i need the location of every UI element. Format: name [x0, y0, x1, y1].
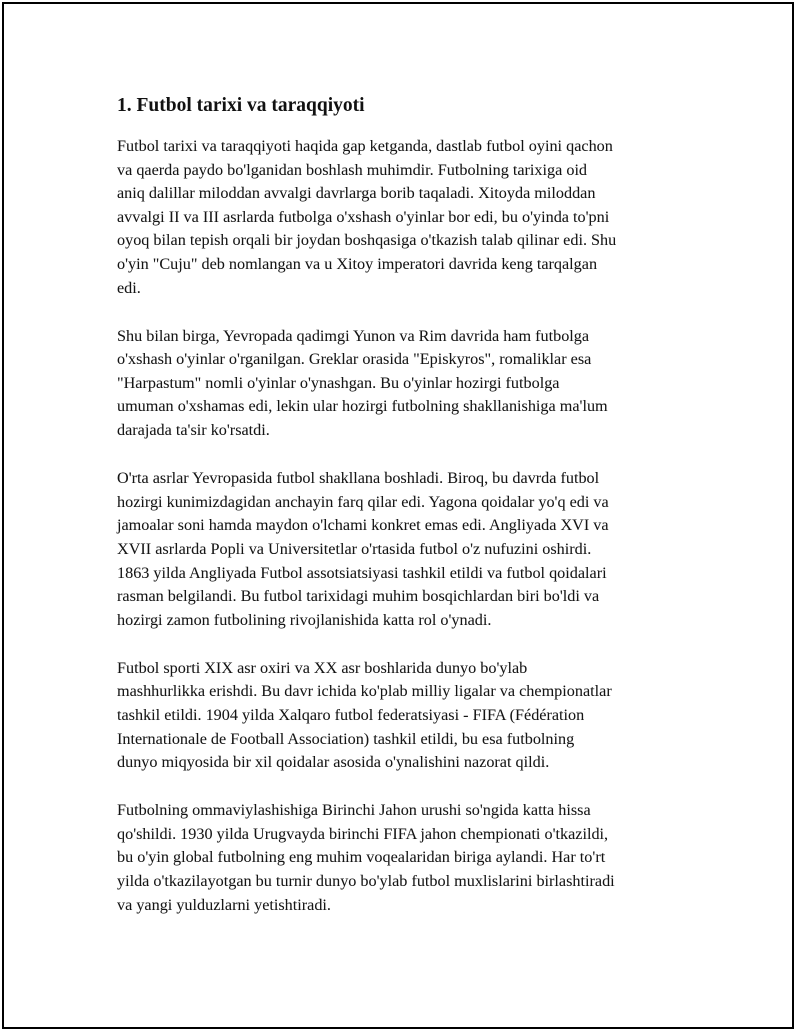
text-line: va yangi yulduzlarni yetishtiradi. [117, 895, 331, 914]
section-title: 1. Futbol tarixi va taraqqiyoti [117, 95, 365, 116]
document-body [117, 93, 692, 942]
paragraph-1 [117, 135, 692, 300]
text-line: rasman belgilandi. Bu futbol tarixidagi muhim bosqichlardan biri bo'ldi va [117, 587, 600, 606]
text-line: hozirgi zamon futbolining rivojlanishida katta rol o'ynadi. [117, 610, 492, 629]
text-line: o'xshash o'yinlar o'rganilgan. Greklar orasida "Episkyros", romaliklar esa [117, 350, 592, 369]
paragraph-3 [117, 467, 692, 632]
text-line: bu o'yin global futbolning eng muhim voqealaridan biriga aylandi. Har to'rt [117, 848, 606, 867]
text-line: avvalgi II va III asrlarda futbolga o'xshash o'yinlar bor edi, bu o'yinda to'pni [117, 207, 610, 226]
text-line: "Harpastum" nomli o'yinlar o'ynashgan. Bu o'yinlar hozirgi futbolga [117, 373, 560, 392]
text-line: mashhurlikka erishdi. Bu davr ichida ko'plab milliy ligalar va chempionatlar [117, 682, 612, 701]
text-line: oyoq bilan tepish orqali bir joydan boshqasiga o'tkazish talab qilinar edi. Shu [117, 231, 617, 250]
text-line: 1863 yilda Angliyada Futbol assotsiatsiyasi tashkil etildi va futbol qoidalari [117, 563, 607, 582]
text-line: umuman o'xshamas edi, lekin ular hozirgi futbolning shakllanishiga ma'lum [117, 397, 608, 416]
text-line: aniq dalillar miloddan avvalgi davrlarga borib taqaladi. Xitoyda miloddan [117, 184, 596, 203]
text-line: hozirgi kunimizdagidan anchayin farq qilar edi. Yagona qoidalar yo'q edi va [117, 492, 609, 511]
paragraph-5 [117, 799, 692, 917]
text-line: O'rta asrlar Yevropasida futbol shakllana boshladi. Biroq, bu davrda futbol [117, 469, 600, 488]
text-line: Internationale de Football Association) tashkil etildi, bu esa futbolning [117, 729, 575, 748]
text-line: dunyo miqyosida bir xil qoidalar asosida o'ynalishini nazorat qildi. [117, 753, 550, 772]
text-line: darajada ta'sir ko'rsatdi. [117, 421, 270, 440]
text-line: Futbolning ommaviylashishiga Birinchi Jahon urushi so'ngida katta hissa [117, 801, 591, 820]
text-line: Futbol tarixi va taraqqiyoti haqida gap ketganda, dastlab futbol oyini qachon [117, 137, 613, 155]
paragraph-4 [117, 657, 692, 775]
text-line: o'yin "Cuju" deb nomlangan va u Xitoy imperatori davrida keng tarqalgan [117, 254, 598, 273]
text-line: edi. [117, 278, 141, 297]
text-line: yilda o'tkazilayotgan bu turnir dunyo bo'ylab futbol muxlislarini birlashtiradi [117, 872, 615, 891]
text-line: tashkil etildi. 1904 yilda Xalqaro futbol federatsiyasi - FIFA (Fédération [117, 705, 585, 724]
text-line: XVII asrlarda Popli va Universitetlar o'rtasida futbol o'z nufuzini oshirdi. [117, 539, 592, 558]
text-line: Futbol sporti XIX asr oxiri va XX asr boshlarida dunyo bo'ylab [117, 658, 528, 677]
paragraph-2 [117, 325, 692, 443]
text-line: qo'shildi. 1930 yilda Urugvayda birinchi FIFA jahon chempionati o'tkazildi, [117, 824, 609, 843]
text-line: jamoalar soni hamda maydon o'lchami konkret emas edi. Angliyada XVI va [117, 516, 609, 535]
text-line: Shu bilan birga, Yevropada qadimgi Yunon va Rim davrida ham futbolga [117, 326, 590, 345]
text-line: va qaerda paydo bo'lganidan boshlash muhimdir. Futbolning tarixiga oid [117, 160, 588, 179]
